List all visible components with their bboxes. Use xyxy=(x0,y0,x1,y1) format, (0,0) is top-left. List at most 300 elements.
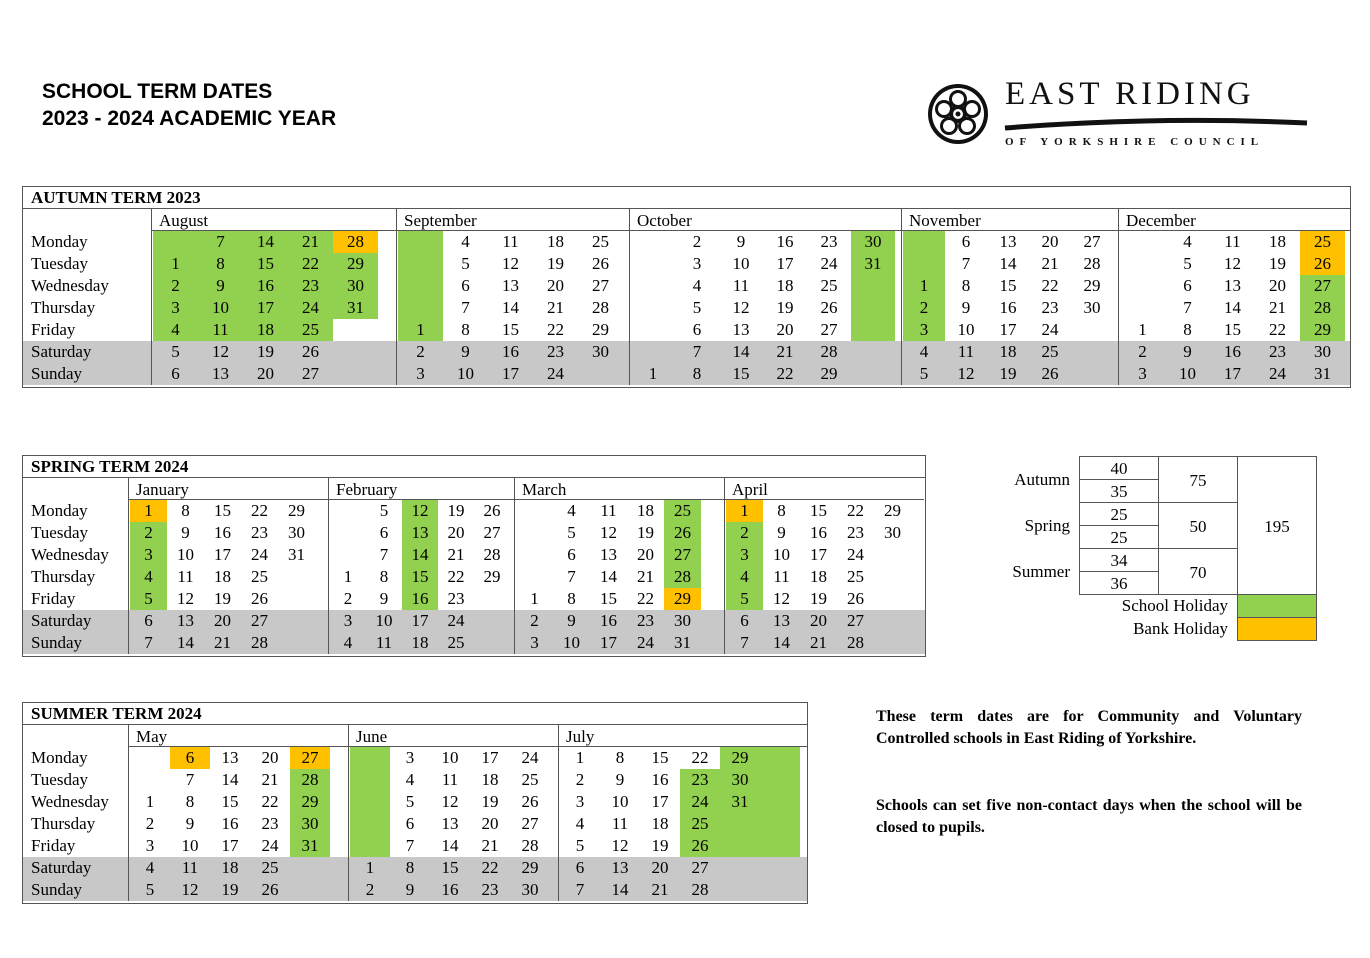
date-cell: 12 xyxy=(600,523,617,542)
date-cell: 9 xyxy=(181,523,190,542)
date-cell: 23 xyxy=(1269,342,1286,361)
date-cell: 24 xyxy=(261,836,279,855)
logo-line-2: OF YORKSHIRE COUNCIL xyxy=(1005,136,1265,148)
date-cell: 26 xyxy=(820,298,838,317)
date-cell xyxy=(720,835,760,857)
date-cell: 5 xyxy=(726,588,763,610)
date-cell: 15 xyxy=(243,253,288,275)
date-cell: 8 xyxy=(405,858,415,877)
date-cell: 23 xyxy=(261,814,279,833)
date-cell: 11 xyxy=(181,858,199,877)
month-header: December xyxy=(1118,209,1351,231)
date-cell: 4 xyxy=(567,501,576,520)
date-cell: 7 xyxy=(144,633,153,652)
date-cell: 13 xyxy=(441,814,459,833)
summer-label: Summer xyxy=(1012,562,1070,581)
date-cell: 21 xyxy=(1269,298,1286,317)
date-cell: 25 xyxy=(664,500,701,522)
date-cell: 24 xyxy=(1269,364,1286,383)
day-label: Monday xyxy=(31,232,88,251)
date-cell xyxy=(760,747,800,769)
date-cell: 9 xyxy=(1183,342,1192,361)
date-cell: 30 xyxy=(720,769,760,791)
date-cell xyxy=(278,566,315,588)
date-cell xyxy=(631,297,675,319)
date-cell: 18 xyxy=(481,770,499,789)
date-cell: 27 xyxy=(521,814,539,833)
date-cell: 30 xyxy=(592,342,609,361)
date-cell: 25 xyxy=(1300,231,1345,253)
date-cell: 10 xyxy=(441,748,459,767)
date-cell: 25 xyxy=(447,633,465,652)
date-cell: 1 xyxy=(1138,320,1147,339)
date-cell xyxy=(330,544,366,566)
date-cell: 10 xyxy=(611,792,629,811)
date-cell xyxy=(153,231,198,253)
spring-term-table xyxy=(22,455,926,657)
date-cell: 28 xyxy=(521,836,539,855)
date-cell: 20 xyxy=(651,858,669,877)
date-cell: 10 xyxy=(773,545,790,564)
date-cell: 21 xyxy=(651,880,669,899)
day-label: Saturday xyxy=(31,342,92,361)
date-cell: 25 xyxy=(1041,342,1059,361)
date-cell: 16 xyxy=(776,232,794,251)
date-cell: 25 xyxy=(592,232,609,251)
date-cell: 3 xyxy=(1138,364,1147,383)
date-cell: 22 xyxy=(481,858,499,877)
date-cell xyxy=(350,791,390,813)
date-cell: 20 xyxy=(481,814,499,833)
date-cell: 17 xyxy=(502,364,519,383)
date-cell: 14 xyxy=(999,254,1017,273)
date-cell: 27 xyxy=(664,544,701,566)
date-cell: 13 xyxy=(402,522,438,544)
date-cell: 12 xyxy=(611,836,629,855)
date-cell: 27 xyxy=(820,320,838,339)
date-cell: 14 xyxy=(243,231,288,253)
date-cell: 27 xyxy=(1083,232,1101,251)
date-cell: 2 xyxy=(153,275,198,297)
date-cell xyxy=(398,253,443,275)
date-cell: 1 xyxy=(648,364,658,383)
date-cell: 15 xyxy=(999,276,1017,295)
date-cell: 14 xyxy=(611,880,629,899)
date-cell: 11 xyxy=(1224,232,1241,251)
date-cell: 20 xyxy=(547,276,564,295)
date-cell: 12 xyxy=(441,792,459,811)
date-cell xyxy=(330,500,366,522)
bank-holiday-swatch xyxy=(1237,617,1317,641)
date-cell: 20 xyxy=(257,364,274,383)
month-divider xyxy=(901,231,902,385)
date-cell: 16 xyxy=(600,611,617,630)
date-cell: 6 xyxy=(379,523,389,542)
date-cell: 23 xyxy=(847,523,864,542)
date-cell: 20 xyxy=(1269,276,1286,295)
date-cell: 14 xyxy=(502,298,519,317)
date-cell: 26 xyxy=(261,880,279,899)
date-cell xyxy=(874,566,911,588)
date-cell: 13 xyxy=(1224,276,1241,295)
date-cell xyxy=(874,632,911,654)
day-label: Monday xyxy=(31,501,88,520)
date-cell: 19 xyxy=(221,880,239,899)
date-cell: 11 xyxy=(375,633,393,652)
page-title xyxy=(42,78,336,132)
date-cell: 13 xyxy=(773,611,790,630)
date-cell: 16 xyxy=(221,814,239,833)
date-cell: 26 xyxy=(664,522,701,544)
date-cell: 3 xyxy=(343,611,353,630)
date-cell xyxy=(398,297,443,319)
date-cell xyxy=(720,857,760,879)
date-cell: 19 xyxy=(481,792,499,811)
date-cell xyxy=(1120,297,1165,319)
date-cell: 29 xyxy=(664,588,701,610)
date-cell: 8 xyxy=(961,276,971,295)
day-label: Sunday xyxy=(31,633,82,652)
date-cell: 22 xyxy=(288,253,333,275)
date-cell: 7 xyxy=(461,298,470,317)
date-cell: 8 xyxy=(1183,320,1192,339)
date-cell: 21 xyxy=(776,342,794,361)
month-header: February xyxy=(328,478,514,500)
date-cell: 27 xyxy=(483,523,501,542)
date-cell: 13 xyxy=(732,320,750,339)
date-cell: 11 xyxy=(773,567,790,586)
date-cell xyxy=(516,544,553,566)
date-cell: 24 xyxy=(847,545,864,564)
date-cell: 8 xyxy=(461,320,470,339)
date-cell: 18 xyxy=(243,319,288,341)
summer-b: 36 xyxy=(1079,571,1159,595)
date-cell xyxy=(874,588,911,610)
month-header: June xyxy=(348,725,558,747)
date-cell: 22 xyxy=(547,320,564,339)
date-cell: 30 xyxy=(521,880,539,899)
date-cell xyxy=(350,769,390,791)
date-cell: 3 xyxy=(530,633,539,652)
date-cell xyxy=(474,632,510,654)
date-cell: 7 xyxy=(185,770,195,789)
month-divider xyxy=(558,747,559,901)
date-cell: 17 xyxy=(214,545,231,564)
date-cell: 16 xyxy=(810,523,827,542)
date-cell: 24 xyxy=(1041,320,1059,339)
date-cell: 13 xyxy=(502,276,519,295)
date-cell: 30 xyxy=(333,275,378,297)
date-cell: 17 xyxy=(810,545,827,564)
date-cell: 9 xyxy=(379,589,389,608)
date-cell: 15 xyxy=(441,858,459,877)
date-cell: 27 xyxy=(592,276,609,295)
date-cell xyxy=(720,813,760,835)
date-cell: 25 xyxy=(847,567,864,586)
date-cell xyxy=(1120,231,1165,253)
date-cell: 22 xyxy=(1269,320,1286,339)
date-cell: 15 xyxy=(600,589,617,608)
day-label: Wednesday xyxy=(31,545,109,564)
date-cell: 21 xyxy=(547,298,564,317)
day-label: Tuesday xyxy=(31,770,88,789)
date-cell: 11 xyxy=(732,276,750,295)
date-cell: 21 xyxy=(481,836,499,855)
date-cell: 13 xyxy=(212,364,229,383)
date-cell: 19 xyxy=(547,254,564,273)
date-cell: 18 xyxy=(547,232,564,251)
date-cell: 9 xyxy=(777,523,786,542)
date-cell: 10 xyxy=(177,545,194,564)
date-cell: 9 xyxy=(185,814,195,833)
date-cell: 5 xyxy=(567,523,576,542)
date-cell: 3 xyxy=(405,748,415,767)
day-label: Saturday xyxy=(31,858,92,877)
date-cell xyxy=(290,857,330,879)
date-cell: 24 xyxy=(637,633,654,652)
date-cell: 20 xyxy=(261,748,279,767)
date-cell: 29 xyxy=(521,858,539,877)
date-cell: 1 xyxy=(726,500,763,522)
date-cell: 15 xyxy=(402,566,438,588)
date-cell: 29 xyxy=(1300,319,1345,341)
date-cell: 21 xyxy=(288,231,333,253)
date-cell: 4 xyxy=(919,342,929,361)
date-cell: 14 xyxy=(221,770,239,789)
date-cell xyxy=(278,632,315,654)
date-cell: 17 xyxy=(651,792,669,811)
date-cell: 24 xyxy=(547,364,564,383)
day-label: Wednesday xyxy=(31,792,109,811)
date-cell: 22 xyxy=(637,589,654,608)
day-label: Sunday xyxy=(31,364,82,383)
date-cell: 6 xyxy=(692,320,702,339)
date-cell: 20 xyxy=(1041,232,1059,251)
date-cell: 3 xyxy=(692,254,702,273)
date-cell: 27 xyxy=(290,747,330,769)
date-cell: 20 xyxy=(214,611,231,630)
date-cell xyxy=(1071,363,1113,385)
date-cell: 8 xyxy=(615,748,625,767)
term-title: SUMMER TERM 2024 xyxy=(23,703,807,725)
month-header: November xyxy=(901,209,1118,231)
date-cell: 26 xyxy=(483,501,501,520)
date-cell: 18 xyxy=(214,567,231,586)
date-cell: 15 xyxy=(651,748,669,767)
date-cell: 5 xyxy=(405,792,415,811)
date-cell: 29 xyxy=(884,501,901,520)
date-cell: 15 xyxy=(732,364,750,383)
date-cell: 22 xyxy=(447,567,465,586)
date-cell: 22 xyxy=(251,501,268,520)
date-cell: 21 xyxy=(637,567,654,586)
autumn-a: 40 xyxy=(1079,456,1159,480)
note-1: These term dates are for Community and Voluntary Controlled schools in East Riding of Yorkshire. xyxy=(876,708,1302,747)
date-cell: 29 xyxy=(1083,276,1101,295)
date-cell xyxy=(631,253,675,275)
date-cell xyxy=(874,544,911,566)
date-cell: 7 xyxy=(567,567,576,586)
date-cell: 4 xyxy=(153,319,198,341)
date-cell: 7 xyxy=(198,231,243,253)
date-cell: 24 xyxy=(521,748,539,767)
date-cell: 2 xyxy=(130,522,167,544)
date-cell: 3 xyxy=(153,297,198,319)
summer-term-table xyxy=(22,702,808,904)
date-cell: 2 xyxy=(575,770,585,789)
date-cell: 28 xyxy=(1083,254,1101,273)
day-label: Sunday xyxy=(31,880,82,899)
date-cell: 30 xyxy=(1083,298,1101,317)
date-cell: 6 xyxy=(575,858,585,877)
date-cell: 18 xyxy=(810,567,827,586)
date-cell: 11 xyxy=(198,319,243,341)
date-cell: 15 xyxy=(221,792,239,811)
date-cell: 5 xyxy=(130,588,167,610)
date-cell xyxy=(516,566,553,588)
date-cell: 5 xyxy=(575,836,585,855)
date-cell xyxy=(760,791,800,813)
date-cell: 1 xyxy=(343,567,353,586)
date-cell: 23 xyxy=(547,342,564,361)
date-cell: 12 xyxy=(212,342,229,361)
date-cell: 21 xyxy=(214,633,231,652)
date-cell: 10 xyxy=(181,836,199,855)
month-divider xyxy=(724,500,725,654)
date-cell: 18 xyxy=(411,633,429,652)
date-cell: 6 xyxy=(961,232,971,251)
date-cell: 3 xyxy=(726,544,763,566)
date-cell xyxy=(350,835,390,857)
month-header: September xyxy=(396,209,629,231)
date-cell xyxy=(903,253,945,275)
date-cell: 7 xyxy=(379,545,389,564)
date-cell: 20 xyxy=(776,320,794,339)
date-cell: 4 xyxy=(461,232,470,251)
date-cell: 18 xyxy=(999,342,1017,361)
date-cell xyxy=(474,588,510,610)
date-cell xyxy=(516,500,553,522)
date-cell: 29 xyxy=(290,791,330,813)
school-holiday-label: School Holiday xyxy=(1121,596,1228,615)
date-cell: 28 xyxy=(820,342,838,361)
note-2: Schools can set five non-contact days when the school will be closed to pupils. xyxy=(876,797,1302,836)
date-cell: 14 xyxy=(600,567,617,586)
month-divider xyxy=(396,231,397,385)
date-cell: 14 xyxy=(441,836,459,855)
day-label: Tuesday xyxy=(31,523,88,542)
month-header: October xyxy=(629,209,901,231)
date-cell: 27 xyxy=(1300,275,1345,297)
date-cell: 2 xyxy=(692,232,702,251)
date-cell: 1 xyxy=(365,858,375,877)
date-cell: 12 xyxy=(773,589,790,608)
month-header: August xyxy=(151,209,396,231)
date-cell xyxy=(278,588,315,610)
date-cell: 12 xyxy=(1224,254,1241,273)
spring-label: Spring xyxy=(1024,516,1070,535)
date-cell xyxy=(1120,253,1165,275)
date-cell: 7 xyxy=(740,633,749,652)
date-cell: 23 xyxy=(481,880,499,899)
date-cell xyxy=(130,747,170,769)
date-cell: 13 xyxy=(611,858,629,877)
date-cell: 23 xyxy=(447,589,465,608)
date-cell: 27 xyxy=(302,364,319,383)
date-cell: 19 xyxy=(651,836,669,855)
date-cell: 4 xyxy=(343,633,353,652)
day-label: Tuesday xyxy=(31,254,88,273)
date-cell: 6 xyxy=(740,611,749,630)
date-cell: 27 xyxy=(691,858,709,877)
autumn-total: 75 xyxy=(1158,456,1238,503)
date-cell: 19 xyxy=(999,364,1017,383)
date-cell: 7 xyxy=(961,254,971,273)
date-cell: 17 xyxy=(1224,364,1241,383)
date-cell: 20 xyxy=(447,523,465,542)
date-cell: 9 xyxy=(461,342,470,361)
date-cell: 4 xyxy=(405,770,415,789)
date-cell: 18 xyxy=(776,276,794,295)
date-cell: 29 xyxy=(483,567,501,586)
date-cell: 16 xyxy=(502,342,519,361)
date-cell: 6 xyxy=(405,814,415,833)
date-cell: 4 xyxy=(575,814,585,833)
date-cell xyxy=(631,275,675,297)
date-cell: 19 xyxy=(214,589,231,608)
date-cell: 14 xyxy=(773,633,790,652)
label-divider xyxy=(128,725,129,901)
date-cell: 17 xyxy=(243,297,288,319)
date-cell xyxy=(130,769,170,791)
date-cell: 7 xyxy=(692,342,702,361)
date-cell: 18 xyxy=(221,858,239,877)
date-cell: 9 xyxy=(736,232,746,251)
date-cell: 25 xyxy=(680,813,720,835)
date-cell: 24 xyxy=(288,297,333,319)
date-cell: 5 xyxy=(379,501,389,520)
date-cell: 28 xyxy=(1300,297,1345,319)
date-cell: 1 xyxy=(903,275,945,297)
date-cell: 14 xyxy=(732,342,750,361)
date-cell: 9 xyxy=(198,275,243,297)
date-cell: 28 xyxy=(290,769,330,791)
date-cell xyxy=(278,610,315,632)
date-cell: 28 xyxy=(483,545,501,564)
date-cell xyxy=(516,522,553,544)
label-divider xyxy=(151,209,152,385)
date-cell: 23 xyxy=(680,769,720,791)
date-cell: 24 xyxy=(251,545,268,564)
date-cell: 10 xyxy=(1179,364,1196,383)
date-cell: 4 xyxy=(692,276,702,295)
date-cell: 4 xyxy=(1183,232,1192,251)
date-cell: 8 xyxy=(692,364,702,383)
date-cell: 16 xyxy=(402,588,438,610)
date-cell: 1 xyxy=(398,319,443,341)
date-cell: 18 xyxy=(1269,232,1286,251)
date-cell xyxy=(350,747,390,769)
date-cell xyxy=(631,341,675,363)
date-cell: 8 xyxy=(567,589,576,608)
date-cell: 26 xyxy=(521,792,539,811)
date-cell: 23 xyxy=(820,232,838,251)
date-cell: 6 xyxy=(171,364,180,383)
date-cell: 5 xyxy=(171,342,180,361)
date-cell xyxy=(851,341,895,363)
title-line-1: SCHOOL TERM DATES xyxy=(42,80,273,103)
date-cell: 31 xyxy=(720,791,760,813)
